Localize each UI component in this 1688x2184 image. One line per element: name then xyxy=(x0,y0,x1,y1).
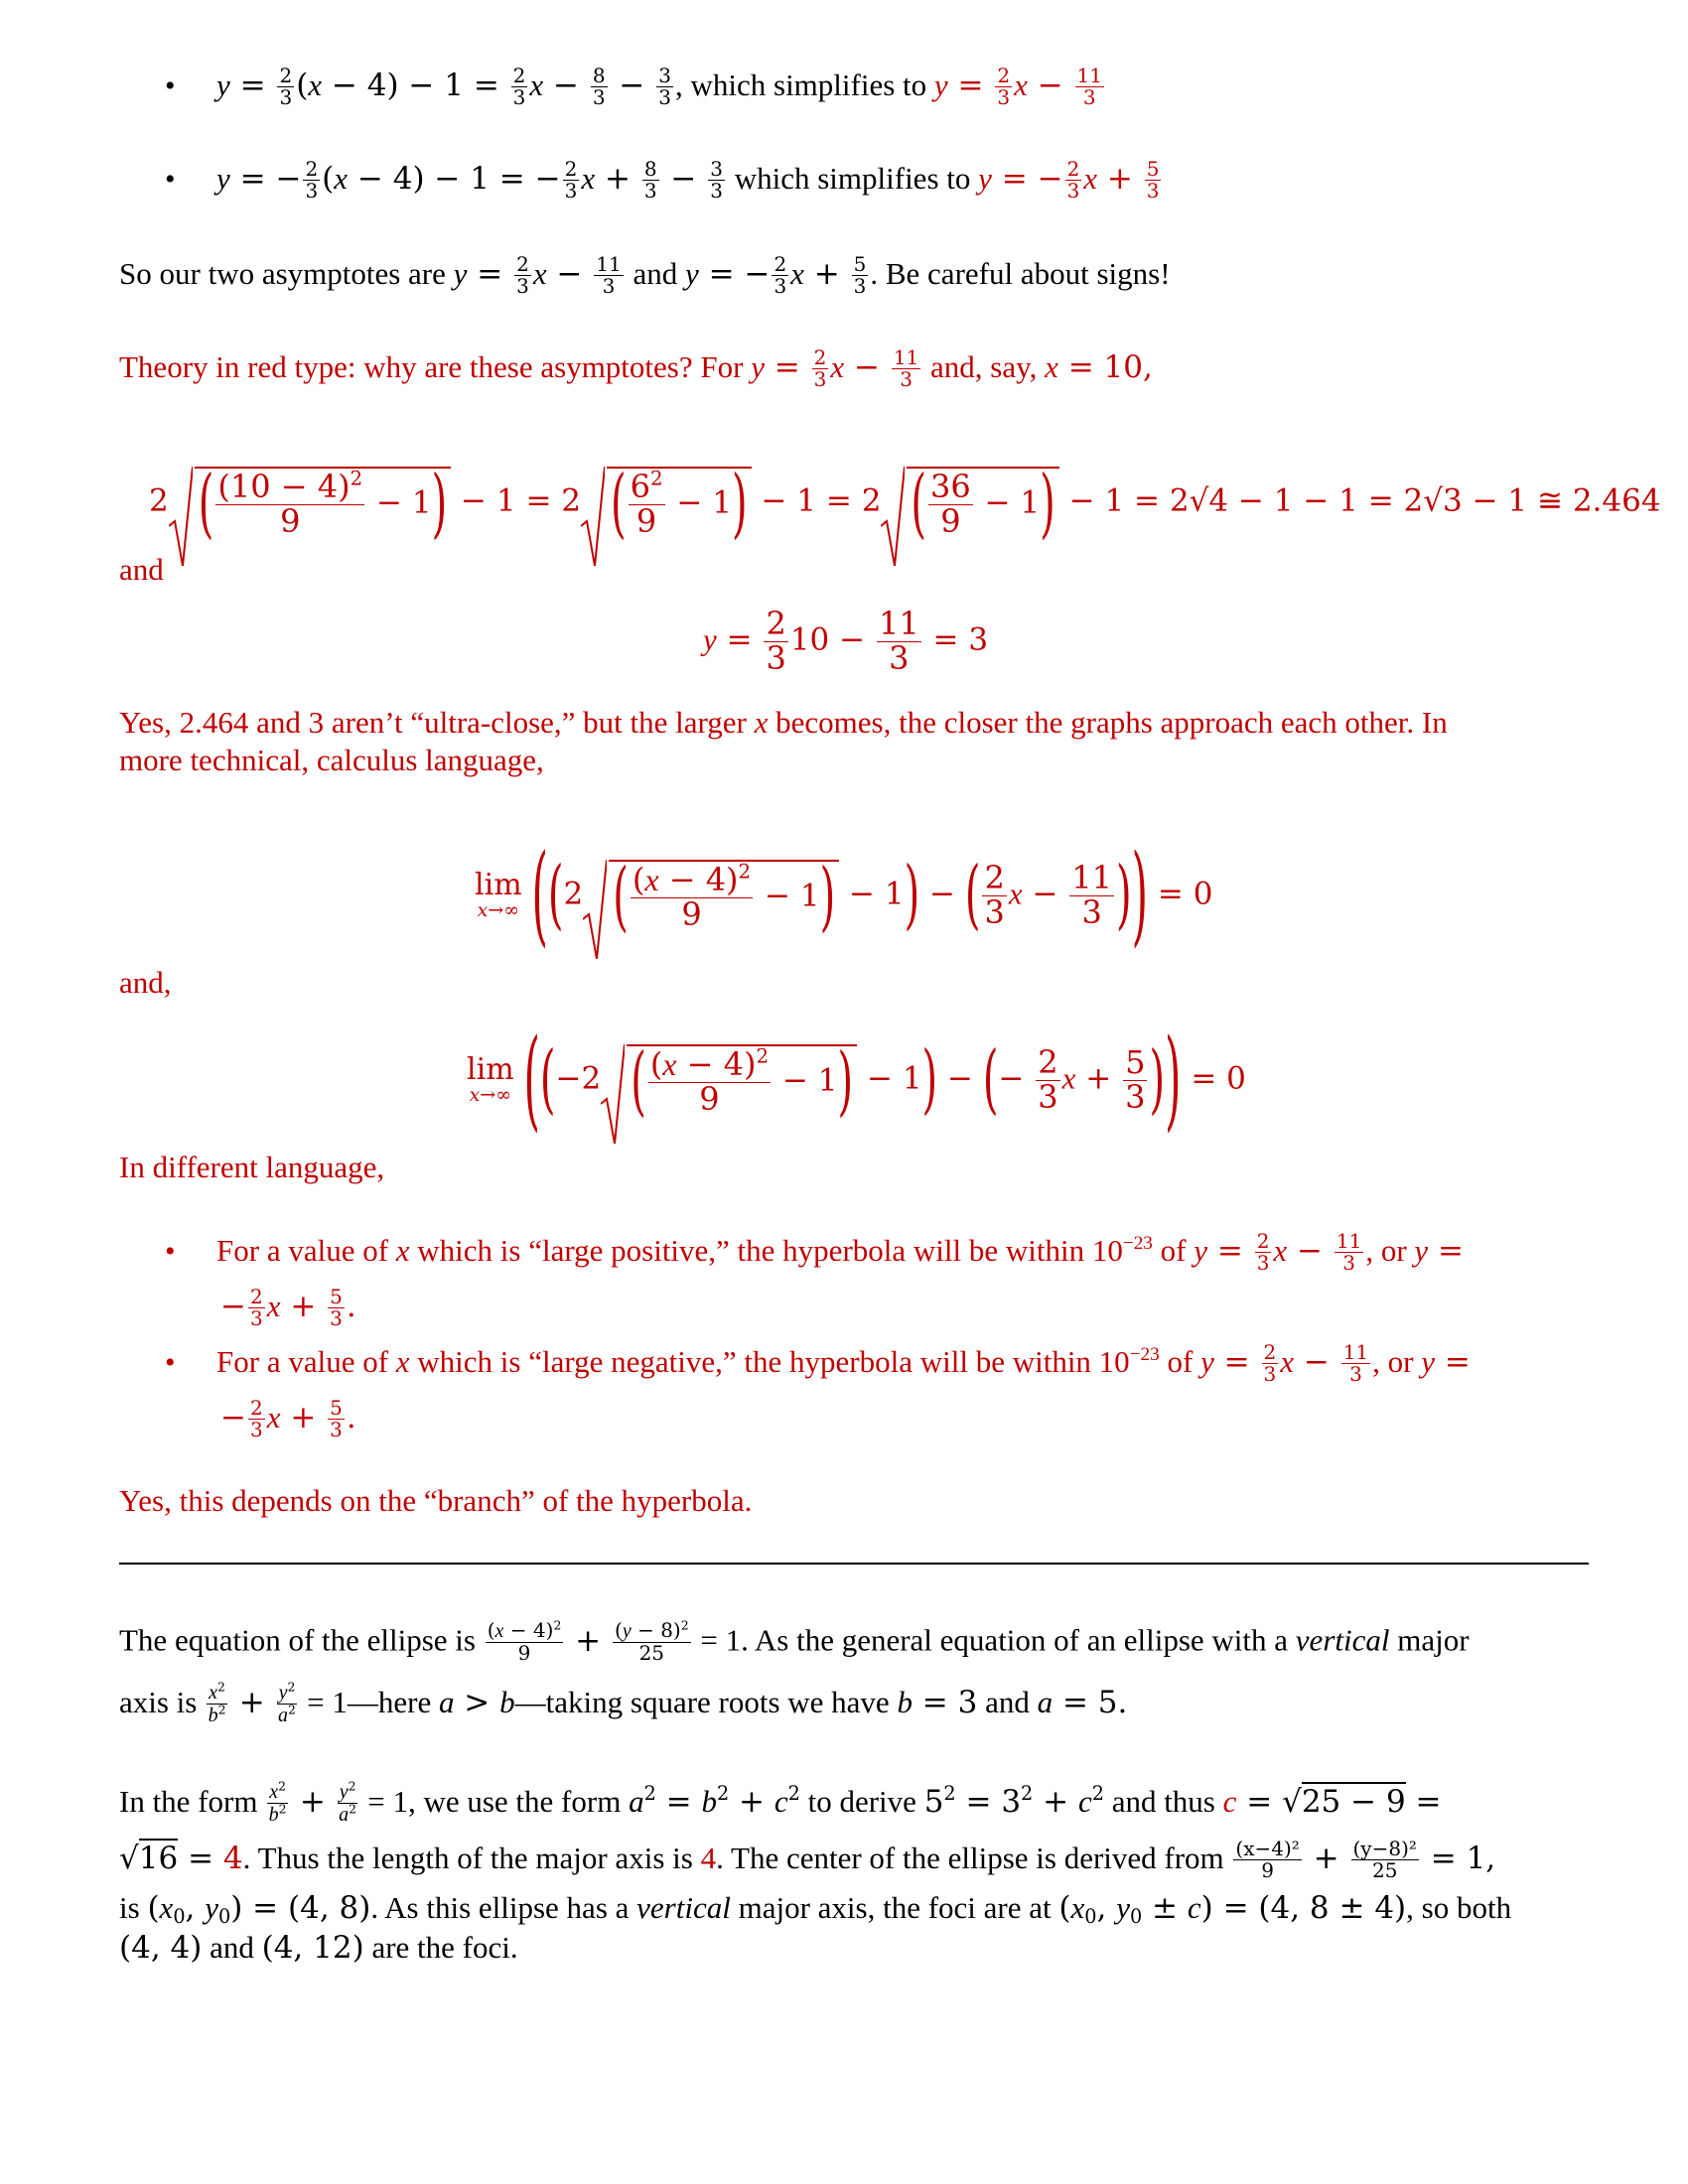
large-positive-line-1: For a value of x which is “large positive,” the hyperbola will be within $10^{-23}$ of y = $\frac{2}{3}$ x − $\frac{11}{3}$ , or y = xyxy=(216,1229,1465,1275)
ellipse-line-2: axis is $\frac{x^2}{b^2}$ + $\frac{y^2}{a^2}$ = 1—here a > b—taking square roots we have b = 3 and a = 5. xyxy=(119,1679,1128,1726)
explanation-line-2: more technical, calculus language, xyxy=(119,743,544,777)
asymptotes-sentence: So our two asymptotes are y = $\frac{2}{3}$ x − $\frac{11}{3}$ and y = − $\frac{2}{3}$ x + $\frac{5}{3}$ . Be careful about signs! xyxy=(119,252,1171,298)
bullet-dot: • xyxy=(165,1235,176,1268)
limit-expression-1: lim x→∞ ((2 ( $\frac{(x - 4)^2}{9}$ − 1) − 1) − ( $\frac{2}{3}$ x − $\frac{11}{3}$ )) = 0 xyxy=(475,831,1213,958)
form-line-1: In the form $\frac{x^2}{b^2}$ + $\frac{y^2}{a^2}$ = 1, we use the form $a^2 = b^2 + c^2$ to derive $5^2 = 3^2 + c^2$ and thus c = √25 − 9 = xyxy=(119,1778,1442,1826)
bullet-equation-2: y = − $\frac{2}{3}$ (x − 4) − 1 = − $\frac{2}{3}$ x + $\frac{8}{3}$ − $\frac{3}{3}$ which simplifies to y = − $\frac{2}{3}$ x + $\frac{5}{3}$ xyxy=(216,157,1160,203)
limit-expression-2: lim x→∞ ((−2 ( $\frac{(x - 4)^2}{9}$ − 1) − 1) − (− $\frac{2}{3}$ x + $\frac{5}{3}$ )) = 0 xyxy=(467,1016,1246,1143)
calculation-y-value: y = $\frac{2}{3}$ 10 − $\frac{11}{3}$ = 3 xyxy=(703,605,989,677)
form-line-3: is ($x_0$, $y_0) = (4$, 8). As this ellipse has a vertical major axis, the foci are at ($x_0$, $y_0 \pm c) = (4$, 8 ± 4), so both xyxy=(119,1890,1512,1928)
branch-sentence: Yes, this depends on the “branch” of the hyperbola. xyxy=(119,1483,753,1518)
form-line-4: (4, 4) and (4, 12) are the foci. xyxy=(119,1930,518,1966)
bullet-dot: • xyxy=(165,163,176,196)
form-line-2: √16 = 4. Thus the length of the major axis is 4. The center of the ellipse is derived from $\frac{\text{(x−4)²}}{9}$ + $\frac{\text{(y−8)²}}{25}$ = 1, xyxy=(119,1837,1496,1882)
horizontal-rule xyxy=(119,1563,1589,1565)
calculation-line: 2 ( $\frac{(10 - 4)^2}{9}$ − 1) − 1 = 2 ( $\frac{6^2}{9}$ − 1) − 1 = 2 ( $\frac{36}{9}$ − 1) − 1 = 2√4 − 1 − 1 = 2√3 − 1 ≅ 2.464 xyxy=(149,467,1661,538)
theory-sentence: Theory in red type: why are these asymptotes? For y = $\frac{2}{3}$ x − $\frac{11}{3}$ and, say, x = 10, xyxy=(119,345,1153,391)
bullet-equation-1: y = $\frac{2}{3}$ (x − 4) − 1 = $\frac{2}{3}$ x − $\frac{8}{3}$ − $\frac{3}{3}$ , which simplifies to y = $\frac{2}{3}$ x − $\frac{11}{3}$ xyxy=(216,64,1102,109)
large-positive-line-2: − $\frac{2}{3}$ x + $\frac{5}{3}$ . xyxy=(220,1285,356,1330)
bullet-dot: • xyxy=(165,1346,176,1379)
ellipse-line-1: The equation of the ellipse is $\frac{(x - 4)^2}{9}$ + $\frac{(y - 8)^2}{25}$ = 1. As the general equation of an ellipse with a vertical major xyxy=(119,1617,1470,1665)
bullet-dot: • xyxy=(165,69,176,102)
large-negative-line-2: − $\frac{2}{3}$ x + $\frac{5}{3}$ . xyxy=(220,1396,356,1441)
large-negative-line-1: For a value of x which is “large negative,” the hyperbola will be within $10^{-23}$ of y = $\frac{2}{3}$ x − $\frac{11}{3}$ , or y = xyxy=(216,1340,1471,1386)
different-language-label: In different language, xyxy=(119,1150,385,1184)
and-comma-label: and, xyxy=(119,965,172,1000)
explanation-line-1: Yes, 2.464 and 3 aren’t “ultra-close,” but the larger x becomes, the closer the graphs approach each other. In xyxy=(119,705,1448,740)
and-label: and xyxy=(119,552,164,587)
